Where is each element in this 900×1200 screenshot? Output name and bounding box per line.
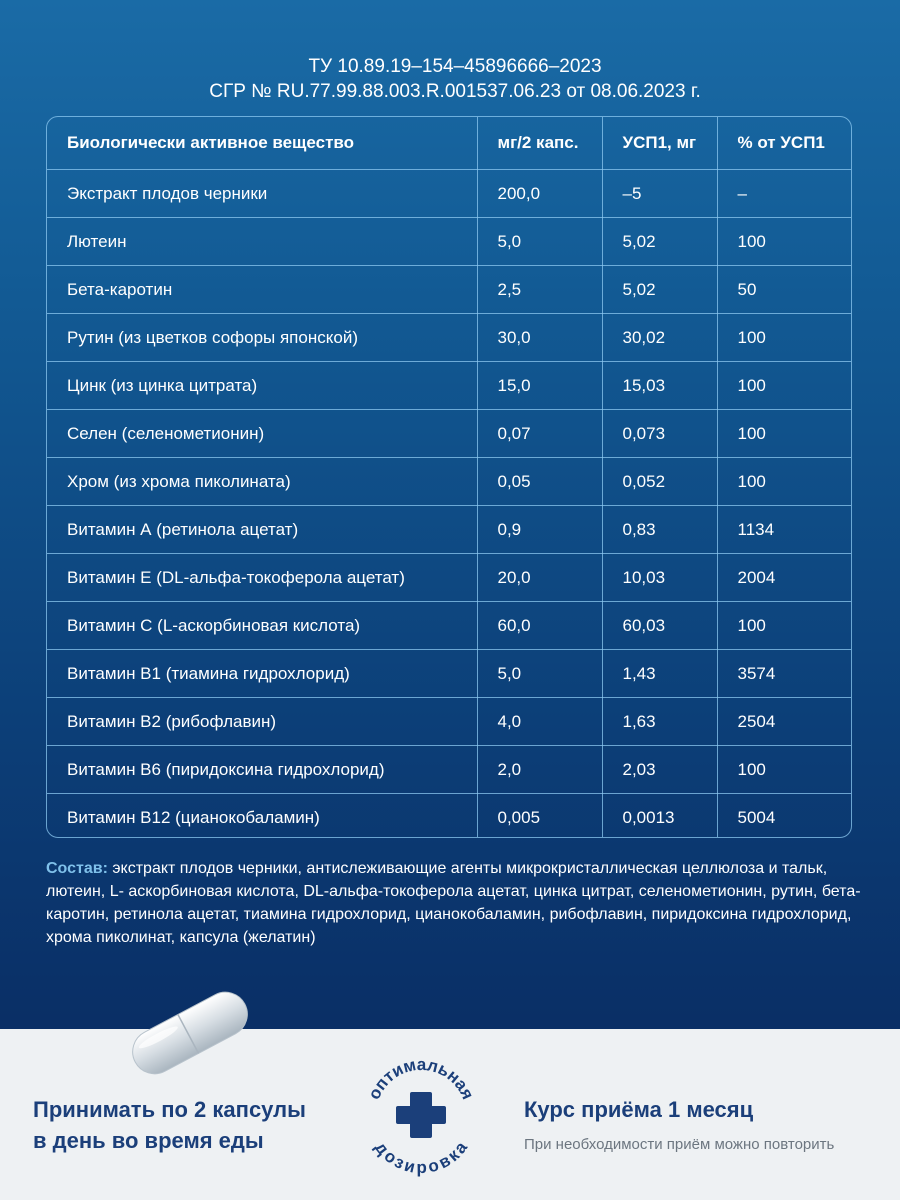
cell-substance: Витамин В12 (цианокобаламин) [47,794,477,839]
cell-mg: 0,05 [477,458,602,506]
composition-text: экстракт плодов черники, антислеживающие агенты микрокристаллическая целлюлоза и тальк, лютеин, L- аскорбиновая кислота, DL-альфа-токоферола ацетат, цинка цитрат, селенометионин, рутин, бета-каротин, ретинола ацетат, тиамина гидрохлорид, цианокобаламин, рибофлавин, пиридоксина гидрохлорид, хрома пиколинат, капсула (желатин) [46,860,861,946]
cell-substance: Витамин Е (DL-альфа-токоферола ацетат) [47,554,477,602]
sgr-number: СГР № RU.77.99.88.003.R.001537.06.23 от 08.06.2023 г. [209,81,701,102]
cell-mg: 2,0 [477,746,602,794]
cell-percent: 100 [717,218,852,266]
cell-percent: 2504 [717,698,852,746]
cell-usp: 0,0013 [602,794,717,839]
cell-mg: 15,0 [477,362,602,410]
cell-percent: 100 [717,362,852,410]
cell-mg: 20,0 [477,554,602,602]
composition [46,857,866,949]
cell-percent: 3574 [717,650,852,698]
table-row [47,314,852,362]
cell-percent: 1134 [717,506,852,554]
cell-substance: Витамин В6 (пиридоксина гидрохлорид) [47,746,477,794]
cell-usp: 5,02 [602,218,717,266]
table-row [47,554,852,602]
cell-usp: 60,03 [602,602,717,650]
table-header-row [47,117,852,170]
cell-percent: 100 [717,410,852,458]
cell-percent: 100 [717,602,852,650]
table-row [47,746,852,794]
cell-substance: Рутин (из цветков софоры японской) [47,314,477,362]
cell-substance: Селен (селенометионин) [47,410,477,458]
capsule-icon [120,978,260,1088]
tu-number: ТУ 10.89.19–154–45896666–2023 [308,56,602,77]
table-body [47,170,852,839]
header [0,54,900,104]
cell-substance: Витамин В2 (рибофлавин) [47,698,477,746]
cell-mg: 0,005 [477,794,602,839]
cell-substance: Витамин А (ретинола ацетат) [47,506,477,554]
table-row [47,698,852,746]
cell-percent: – [717,170,852,218]
cell-usp: –5 [602,170,717,218]
dosage-line-2: в день во время еды [33,1128,264,1153]
cell-usp: 15,03 [602,362,717,410]
dosage-line-1: Принимать по 2 капсулы [33,1097,306,1122]
cell-mg: 60,0 [477,602,602,650]
optimal-dosage-badge [356,1050,486,1180]
cell-mg: 4,0 [477,698,602,746]
badge-top-text: оптимальная [364,1054,478,1103]
cell-usp: 1,43 [602,650,717,698]
column-header-mg: мг/2 капс. [477,117,602,170]
cell-substance: Лютеин [47,218,477,266]
table-row [47,362,852,410]
course-title: Курс приёма 1 месяц [524,1097,754,1122]
cell-usp: 30,02 [602,314,717,362]
composition-label: Состав: [46,860,108,877]
column-header-substance: Биологически активное вещество [47,117,477,170]
badge-bottom-text: дозировка [371,1138,472,1178]
nutrient-table [47,117,852,838]
cell-substance: Витамин С (L-аскорбиновая кислота) [47,602,477,650]
cell-percent: 100 [717,314,852,362]
column-header-usp: УСП1, мг [602,117,717,170]
table-row [47,602,852,650]
cell-substance: Цинк (из цинка цитрата) [47,362,477,410]
table-row [47,650,852,698]
table-row [47,794,852,839]
cell-mg: 0,07 [477,410,602,458]
cell-substance: Хром (из хрома пиколината) [47,458,477,506]
cell-mg: 0,9 [477,506,602,554]
cell-mg: 30,0 [477,314,602,362]
column-header-percent: % от УСП1 [717,117,852,170]
table-row [47,506,852,554]
cell-usp: 5,02 [602,266,717,314]
table-row [47,266,852,314]
cell-substance: Витамин В1 (тиамина гидрохлорид) [47,650,477,698]
cell-substance: Бета-каротин [47,266,477,314]
cell-percent: 50 [717,266,852,314]
cell-usp: 0,052 [602,458,717,506]
cell-mg: 200,0 [477,170,602,218]
cell-usp: 0,073 [602,410,717,458]
cell-mg: 5,0 [477,218,602,266]
table-row [47,458,852,506]
cell-percent: 5004 [737,807,776,827]
cell-mg: 2,5 [477,266,602,314]
cell-mg: 5,0 [477,650,602,698]
cell-percent: 100 [717,746,852,794]
course-subtitle: При необходимости приём можно повторить [524,1136,835,1153]
cell-usp: 1,63 [602,698,717,746]
cell-usp: 2,03 [602,746,717,794]
svg-text:дозировка [371,1138,471,1177]
plus-icon [396,1092,446,1138]
cell-percent: 100 [717,458,852,506]
table-row [47,218,852,266]
table-row [47,410,852,458]
cell-substance: Экстракт плодов черники [47,170,477,218]
cell-percent: 2004 [717,554,852,602]
cell-usp: 0,83 [602,506,717,554]
table-row [47,170,852,218]
nutrient-table-wrapper [46,116,852,838]
cell-usp: 10,03 [602,554,717,602]
dosage-instruction [33,1094,353,1156]
